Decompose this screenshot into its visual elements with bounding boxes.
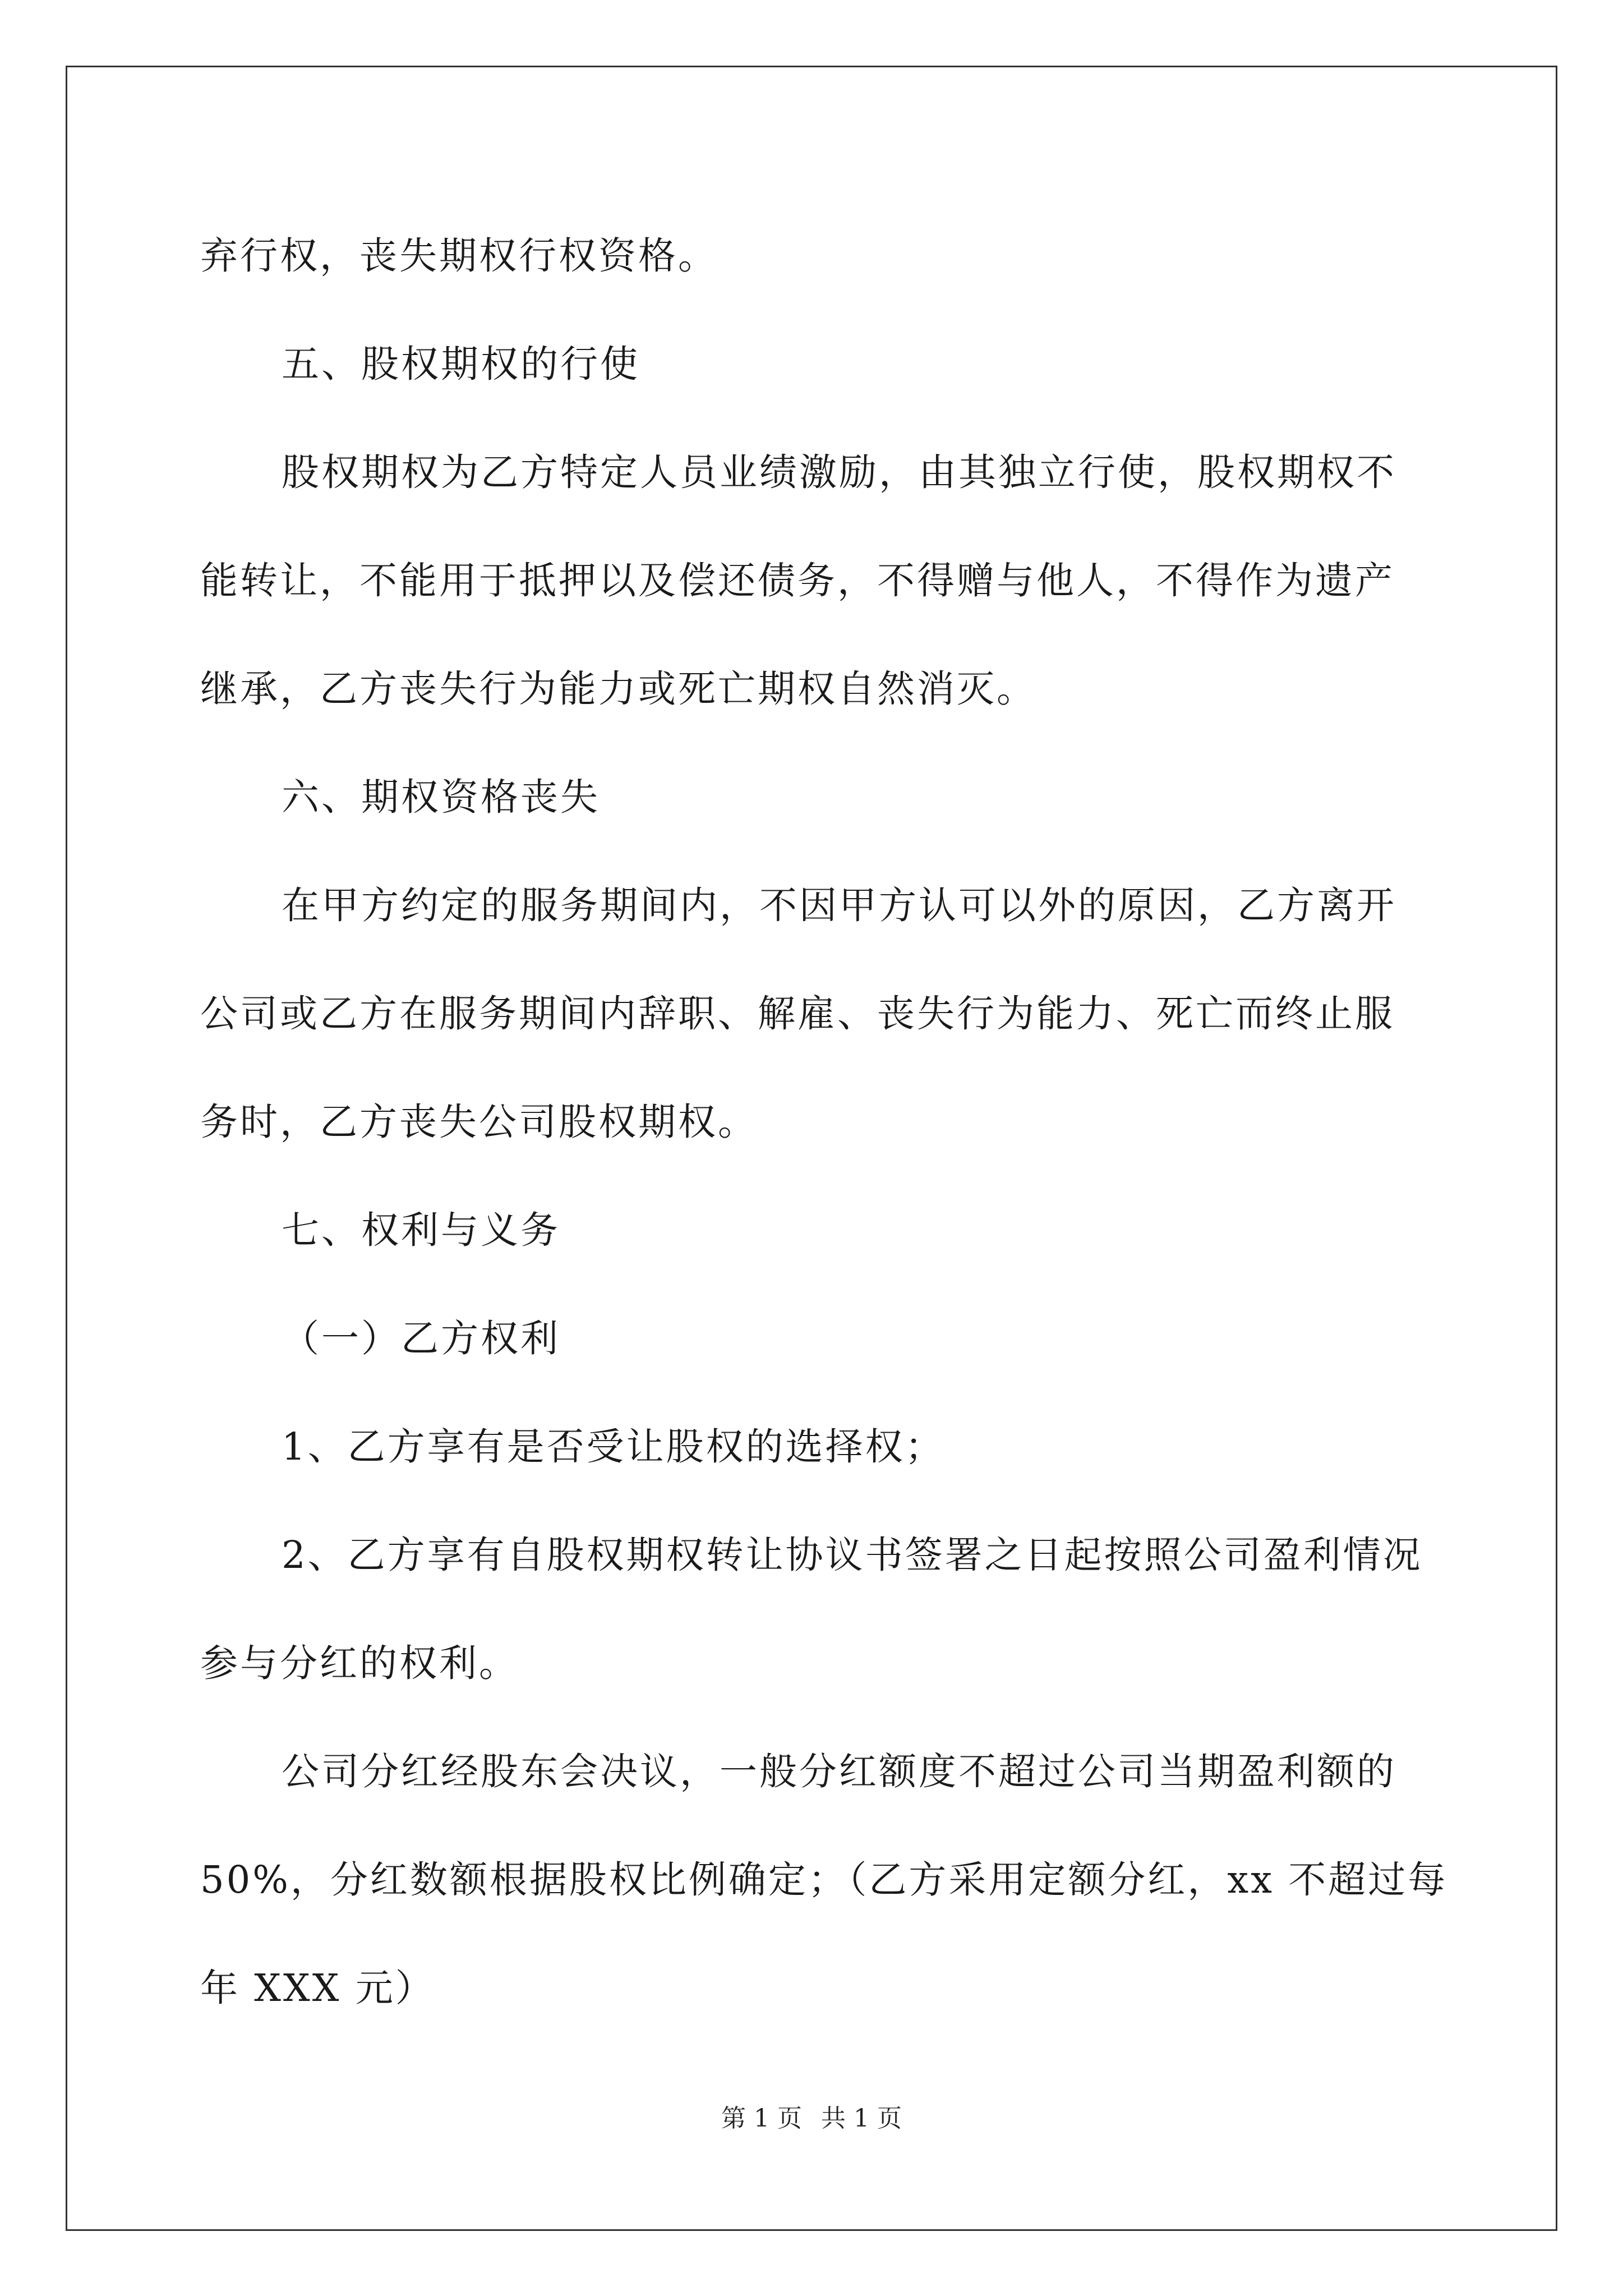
page-total: 共 1 页	[821, 2104, 902, 2133]
line-9	[200, 1068, 1424, 1176]
line-1	[200, 202, 1424, 310]
line-text: 五、股权期权的行使	[282, 342, 640, 386]
line-15	[200, 1718, 1424, 1826]
line-text: （一）乙方权利	[282, 1317, 560, 1360]
heading-section-6	[200, 743, 1424, 852]
line-17	[200, 1934, 1424, 2042]
line-text: 能转让，不能用于抵押以及偿还债务，不得赠与他人，不得作为遗产	[200, 559, 1395, 602]
item-1	[200, 1393, 1424, 1501]
line-text: 公司或乙方在服务期间内辞职、解雇、丧失行为能力、死亡而终止服	[200, 992, 1395, 1036]
line-5	[200, 635, 1424, 743]
document-body	[200, 202, 1448, 2042]
line-text: 务时，乙方丧失公司股权期权。	[200, 1100, 758, 1144]
line-text: 在甲方约定的服务期间内，不因甲方认可以外的原因，乙方离开	[282, 884, 1396, 927]
page-footer	[0, 2098, 1623, 2134]
line-text: 弃行权，丧失期权行权资格。	[200, 234, 718, 278]
page-number: 第 1 页	[721, 2104, 802, 2133]
line-4	[200, 527, 1424, 635]
line-text: 继承，乙方丧失行为能力或死亡期权自然消灭。	[200, 667, 1036, 711]
line-16	[200, 1826, 1448, 1934]
line-text: 2、乙方享有自股权期权转让协议书签署之日起按照公司盈利情况	[282, 1533, 1423, 1577]
heading-section-5	[200, 310, 1424, 418]
line-text: 50%，分红数额根据股权比例确定；（乙方采用定额分红，xx 不超过每	[200, 1858, 1448, 1902]
line-text: 参与分红的权利。	[200, 1641, 519, 1685]
line-text: 公司分红经股东会决议，一般分红额度不超过公司当期盈利额的	[282, 1750, 1396, 1793]
item-2	[200, 1501, 1424, 1609]
line-7	[200, 852, 1424, 960]
subheading-party-b-rights	[200, 1285, 1424, 1393]
line-text: 股权期权为乙方特定人员业绩激励，由其独立行使，股权期权不	[282, 450, 1396, 494]
line-3	[200, 418, 1424, 527]
line-14	[200, 1609, 1424, 1718]
line-text: 年 XXX 元）	[200, 1966, 435, 2010]
heading-section-7	[200, 1176, 1424, 1285]
line-text: 六、期权资格丧失	[282, 775, 600, 819]
line-text: 1、乙方享有是否受让股权的选择权；	[282, 1425, 945, 1469]
line-8	[200, 960, 1424, 1068]
line-text: 七、权利与义务	[282, 1208, 560, 1252]
